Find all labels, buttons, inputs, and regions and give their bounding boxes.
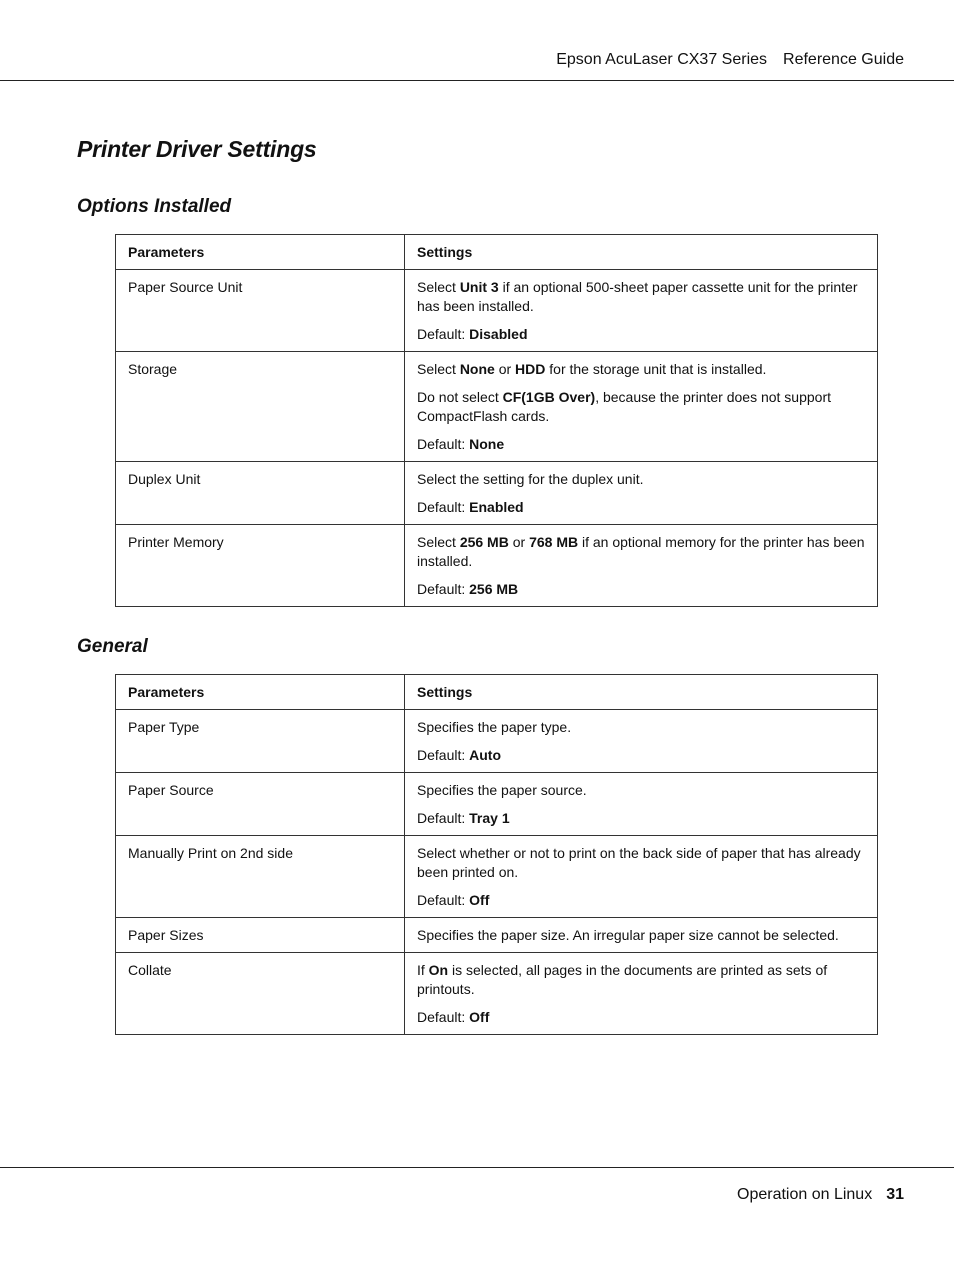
running-footer	[737, 1186, 904, 1204]
general-table	[115, 674, 878, 1035]
param-cell: Paper Source	[116, 773, 405, 836]
table-row	[116, 918, 878, 953]
setting-text: If On is selected, all pages in the documents are printed as sets of printouts.	[417, 962, 828, 997]
column-header-parameters: Parameters	[116, 235, 405, 270]
header-guide: Reference Guide	[783, 51, 904, 68]
running-header	[556, 51, 904, 69]
param-cell: Printer Memory	[116, 525, 405, 607]
default-line: Default: Auto	[417, 747, 502, 763]
default-value: Enabled	[469, 499, 524, 515]
table-row	[116, 710, 878, 773]
page-title: Printer Driver Settings	[77, 136, 317, 162]
footer-rule	[0, 1167, 954, 1168]
settings-cell	[405, 710, 878, 773]
column-header-settings: Settings	[405, 675, 878, 710]
param-cell: Duplex Unit	[116, 462, 405, 525]
param-cell: Paper Type	[116, 710, 405, 773]
setting-text: Select whether or not to print on the back side of paper that has already been printed on.	[417, 845, 861, 880]
options-installed-table	[115, 234, 878, 607]
setting-text: Select Unit 3 if an optional 500-sheet paper cassette unit for the printer has been installed.	[417, 279, 858, 314]
settings-cell	[405, 352, 878, 462]
default-value: 256 MB	[469, 581, 519, 597]
default-line: Default: Tray 1	[417, 810, 510, 826]
setting-text: Specifies the paper size. An irregular paper size cannot be selected.	[417, 927, 839, 943]
table-row	[116, 953, 878, 1035]
setting-text: Specifies the paper source.	[417, 782, 587, 798]
page-number: 31	[886, 1186, 904, 1203]
column-header-settings: Settings	[405, 235, 878, 270]
section-title-options-installed: Options Installed	[77, 196, 232, 217]
table-header-row	[116, 675, 878, 710]
param-cell: Storage	[116, 352, 405, 462]
param-cell: Paper Sizes	[116, 918, 405, 953]
settings-cell	[405, 953, 878, 1035]
settings-cell	[405, 773, 878, 836]
param-cell: Manually Print on 2nd side	[116, 836, 405, 918]
default-value: None	[469, 436, 505, 452]
table-row	[116, 525, 878, 607]
default-line: Default: 256 MB	[417, 581, 519, 597]
default-value: Auto	[469, 747, 502, 763]
table-row	[116, 773, 878, 836]
table-header-row	[116, 235, 878, 270]
default-line: Default: Enabled	[417, 499, 524, 515]
default-value: Tray 1	[469, 810, 510, 826]
setting-text: Select 256 MB or 768 MB if an optional memory for the printer has been installed.	[417, 534, 865, 569]
settings-cell	[405, 918, 878, 953]
param-cell: Paper Source Unit	[116, 270, 405, 352]
settings-cell	[405, 836, 878, 918]
settings-cell	[405, 270, 878, 352]
table-row	[116, 352, 878, 462]
setting-text: Select the setting for the duplex unit.	[417, 471, 644, 487]
default-line: Default: Off	[417, 892, 490, 908]
table-row	[116, 462, 878, 525]
setting-text: Do not select CF(1GB Over), because the printer does not support CompactFlash cards.	[417, 389, 832, 424]
setting-text: Specifies the paper type.	[417, 719, 572, 735]
table-row	[116, 270, 878, 352]
footer-section: Operation on Linux	[737, 1186, 873, 1203]
default-value: Off	[469, 892, 490, 908]
default-value: Off	[469, 1009, 490, 1025]
settings-cell	[405, 525, 878, 607]
param-cell: Collate	[116, 953, 405, 1035]
column-header-parameters: Parameters	[116, 675, 405, 710]
header-rule	[0, 80, 954, 81]
default-line: Default: Off	[417, 1009, 490, 1025]
default-line: Default: Disabled	[417, 326, 528, 342]
table-row	[116, 836, 878, 918]
default-line: Default: None	[417, 436, 505, 452]
header-product: Epson AcuLaser CX37 Series	[556, 51, 768, 68]
default-value: Disabled	[469, 326, 528, 342]
section-title-general: General	[77, 636, 148, 657]
settings-cell	[405, 462, 878, 525]
setting-text: Select None or HDD for the storage unit that is installed.	[417, 361, 767, 377]
